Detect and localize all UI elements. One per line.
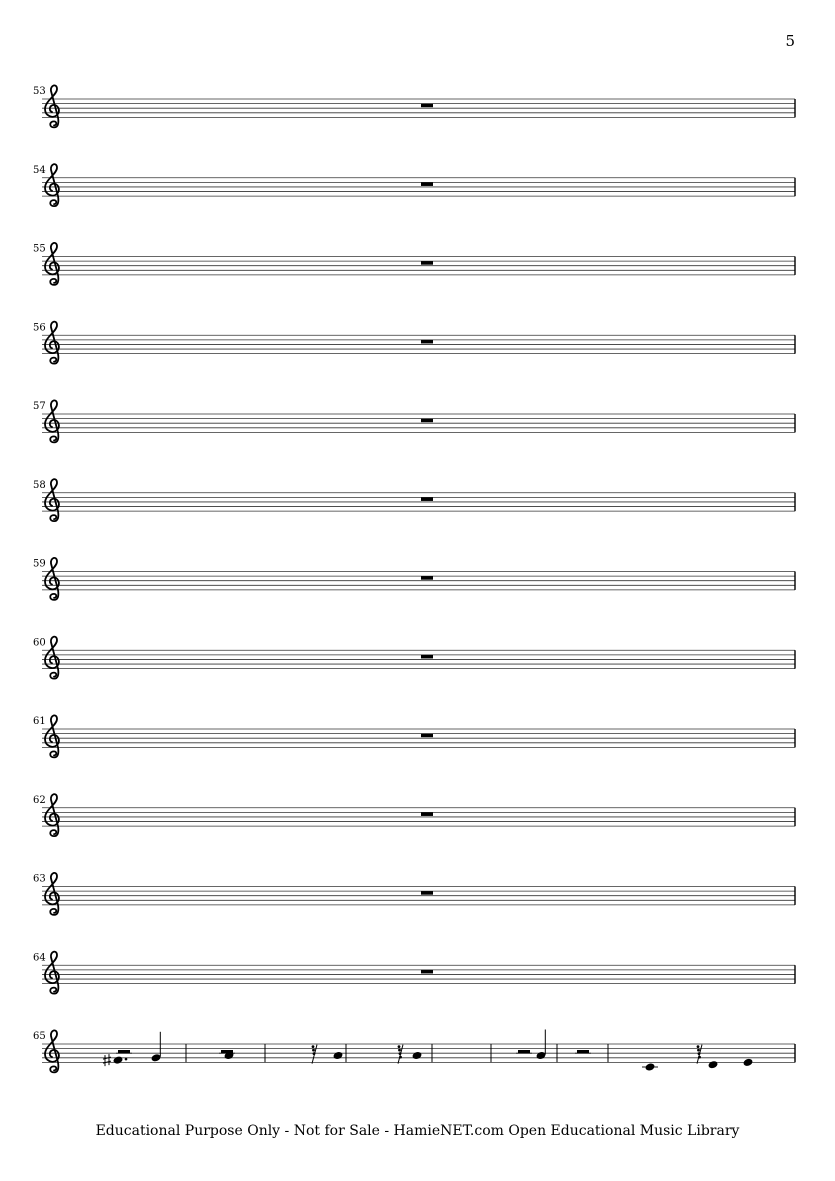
rest-flag (312, 1049, 315, 1052)
measure-number: 61 (33, 716, 46, 727)
staff-system (33, 400, 795, 442)
measure-number: 63 (33, 873, 46, 885)
half-rest-icon (577, 1050, 589, 1053)
whole-rest-icon (421, 812, 433, 816)
whole-rest-icon (421, 182, 433, 186)
treble-clef-icon (45, 952, 59, 994)
whole-rest-icon (421, 734, 433, 738)
notehead (708, 1060, 719, 1069)
staff-system (33, 558, 795, 600)
treble-clef-icon (45, 164, 59, 206)
staff-system (33, 243, 795, 285)
measure-number: 60 (33, 637, 46, 649)
rest-flag (697, 1049, 700, 1052)
whole-rest-icon (421, 576, 433, 580)
measure-number: 59 (33, 558, 46, 570)
treble-clef-icon (45, 400, 59, 442)
measure-number: 53 (33, 86, 46, 97)
treble-clef-icon (45, 558, 59, 600)
treble-clef-icon (45, 1030, 59, 1072)
measure-number: 55 (33, 243, 46, 255)
dot (125, 1058, 128, 1061)
treble-clef-icon (45, 637, 59, 679)
treble-clef-icon (45, 322, 59, 364)
treble-clef-icon (45, 715, 59, 757)
rest-flag (698, 1052, 701, 1055)
half-rest-icon (518, 1050, 530, 1053)
measure-number: 56 (33, 322, 46, 334)
measure-number: 57 (33, 401, 46, 412)
rest-flag (399, 1056, 402, 1059)
rest-flag (697, 1045, 700, 1048)
staff-system (33, 164, 795, 206)
half-rest-icon (118, 1050, 130, 1053)
rest-flag (698, 1056, 701, 1059)
measure-number: 54 (33, 164, 46, 176)
measure-number: 64 (33, 952, 46, 964)
rest-flag (399, 1052, 402, 1055)
measure-number: 62 (33, 794, 46, 806)
whole-rest-icon (421, 104, 433, 108)
treble-clef-icon (45, 243, 59, 285)
notehead (412, 1051, 423, 1060)
whole-rest-icon (421, 497, 433, 501)
measure-number: 65 (33, 1031, 46, 1042)
rest-flag (398, 1045, 401, 1048)
notehead (113, 1055, 124, 1064)
staff-system (33, 637, 795, 679)
rest-flag (312, 1045, 315, 1048)
notehead (333, 1051, 344, 1060)
staff-system (33, 1030, 795, 1073)
staff-system (33, 85, 795, 127)
whole-rest-icon (421, 419, 433, 423)
treble-clef-icon (45, 794, 59, 836)
whole-rest-icon (421, 970, 433, 974)
staff-system (33, 715, 795, 757)
whole-rest-icon (421, 261, 433, 265)
staff-system (33, 479, 795, 521)
staff-system (33, 873, 795, 915)
treble-clef-icon (45, 479, 59, 521)
notehead (645, 1062, 656, 1071)
sharp-icon (103, 1054, 111, 1066)
page-number: 5 (785, 32, 795, 50)
notehead (743, 1058, 754, 1067)
staff-system (33, 794, 795, 836)
whole-rest-icon (421, 655, 433, 659)
measure-number: 58 (33, 479, 46, 491)
staff-system (33, 322, 795, 364)
rest-flag (398, 1049, 401, 1052)
rest-flag (313, 1052, 316, 1055)
whole-rest-icon (421, 340, 433, 344)
footer-text: Educational Purpose Only - Not for Sale - HamieNET.com Open Educational Music Library (95, 1123, 740, 1139)
staff-system (33, 952, 795, 994)
treble-clef-icon (45, 873, 59, 915)
treble-clef-icon (45, 85, 59, 127)
whole-rest-icon (421, 891, 433, 895)
